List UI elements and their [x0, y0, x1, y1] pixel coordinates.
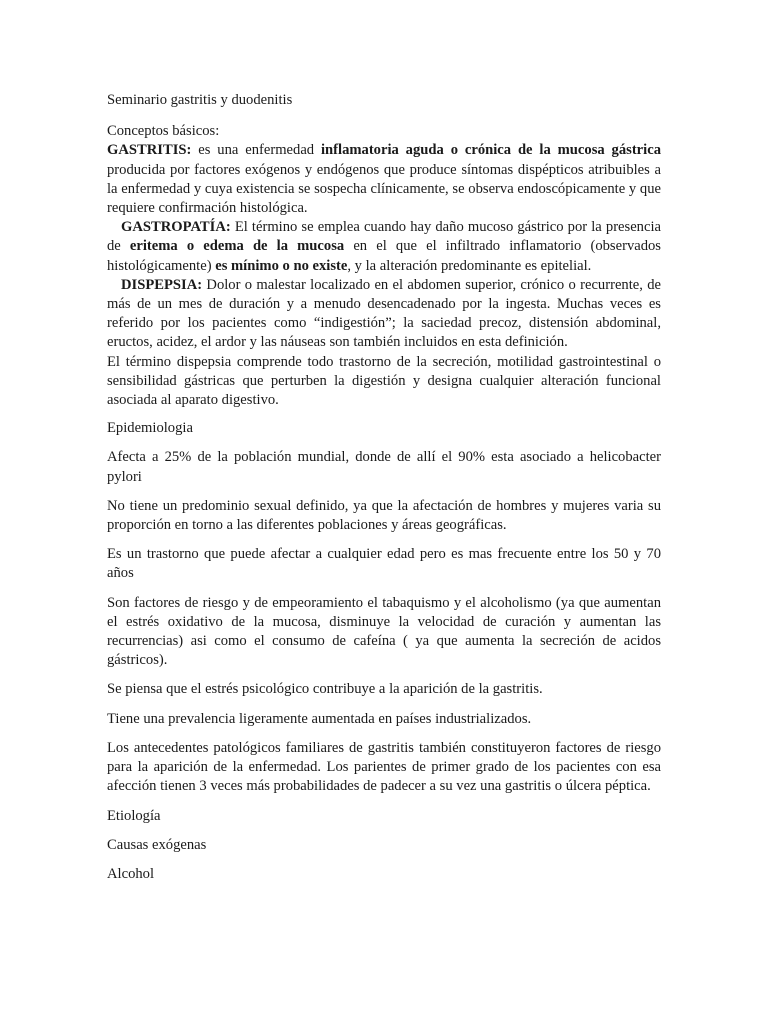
- gastropatia-text-1: El término se emplea cuando hay daño mucoso gástrico por la presencia de: [107, 219, 661, 255]
- gastropatia-text-2: en el que el infiltrado inflamatorio (observados histológicamente): [107, 238, 661, 274]
- epi-paragraph: Se piensa que el estrés psicológico contribuye a la aparición de la gastritis.: [107, 681, 543, 698]
- epidemiologia-heading: Epidemiologia: [107, 420, 193, 437]
- epi-paragraph: No tiene un predominio sexual definido, ya que la afectación de hombres y mujeres varia su proporción en torno a las diferentes poblaciones y áreas geográficas.: [107, 497, 661, 534]
- epi-paragraph: Es un trastorno que puede afectar a cualquier edad pero es mas frecuente entre los 50 y 70 años: [107, 546, 661, 582]
- dispepsia-extended-definition: El término dispepsia comprende todo trastorno de la secreción, motilidad gastrointestinal o sensibilidad gástricas que perturben la digestión y designa cualquier alteración funcional asociada al aparato digestivo.: [107, 353, 661, 409]
- dispepsia-text-1: Dolor o malestar localizado en el abdomen superior, crónico o recurrente, de más de un mes de duración y a menudo desencadenado por la ingesta. Muchas veces es referido por los pacientes como “indigestión”; la saciedad precoz, distensión abdominal, eructos, acidez, el ardor y las náuseas son también incluidos en esta definición.: [107, 276, 661, 351]
- epi-paragraph: Los antecedentes patológicos familiares de gastritis también constituyeron factores de riesgo para la aparición de la enfermedad. Los parientes de primer grado de los pacientes con esa afección tienen 3 veces más probabilidades de padecer a su vez una gastritis o úlcera péptica.: [107, 739, 661, 795]
- gastritis-text-2: producida por factores exógenos y endógenos que produce síntomas dispépticos atribuibles a la enfermedad y cuya existencia se sospecha clínicamente, se observa endoscópicamente y que requiere confirmación histológica.: [107, 161, 661, 217]
- etiologia-heading: Etiología: [107, 807, 161, 824]
- alcohol-heading: Alcohol: [107, 865, 155, 882]
- epi-paragraph: Afecta a 25% de la población mundial, donde de allí el 90% esta asociado a helicobacter pylori: [107, 449, 661, 485]
- dispepsia-definition: [107, 276, 661, 353]
- gastropatia-bold-1: eritema o edema de la mucosa: [129, 238, 345, 255]
- gastropatia-term: GASTROPATÍA:: [121, 219, 231, 236]
- epi-paragraph: Tiene una prevalencia ligeramente aumentada en países industrializados.: [107, 710, 532, 727]
- gastritis-bold-1: inflamatoria aguda o crónica de la mucosa gástrica: [320, 142, 661, 159]
- epi-paragraph: Son factores de riesgo y de empeoramiento el tabaquismo y el alcoholismo (ya que aumentan el estrés oxidativo de la mucosa, disminuye la velocidad de curación y aumentan las recurrencias) asi como el consumo de cafeína ( ya que aumenta la secreción de acidos gástricos).: [107, 594, 661, 669]
- document-title: Seminario gastritis y duodenitis: [107, 92, 293, 108]
- causas-exogenas-heading: Causas exógenas: [107, 836, 207, 853]
- dispepsia-term: DISPEPSIA:: [121, 276, 203, 293]
- gastropatia-bold-2: es mínimo o no existe: [215, 257, 348, 274]
- conceptos-heading: Conceptos básicos:: [107, 123, 220, 140]
- gastritis-definition: [107, 141, 661, 218]
- gastropatia-definition: [107, 218, 661, 276]
- gastritis-term: GASTRITIS:: [107, 142, 192, 159]
- document-page: [107, 91, 661, 884]
- gastropatia-text-3: , y la alteración predominante es epitelial.: [347, 257, 592, 274]
- gastritis-text-1: es una enfermedad: [191, 142, 321, 159]
